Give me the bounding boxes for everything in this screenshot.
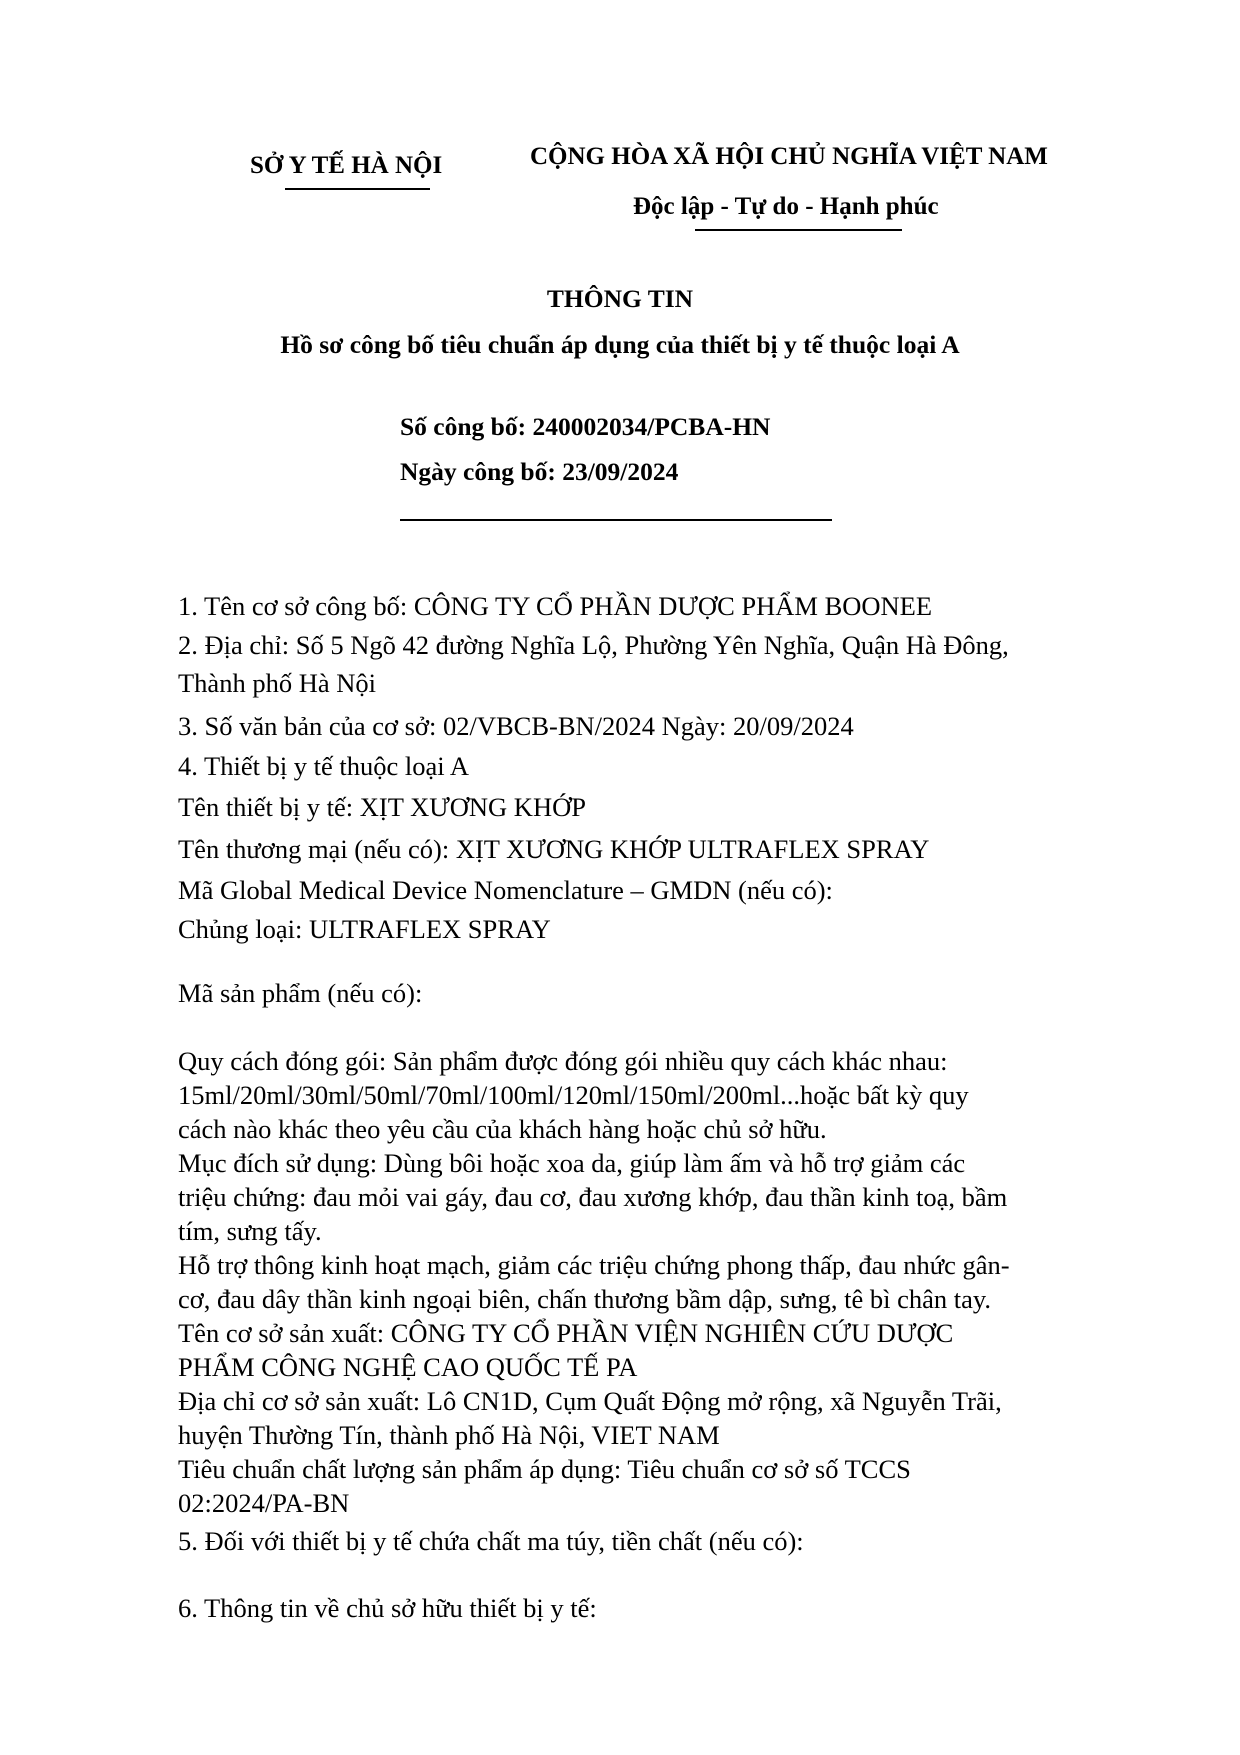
body-line: Tên thương mại (nếu có): XỊT XƯƠNG KHỚP ULTRAFLEX SPRAY (178, 834, 930, 864)
body-line: Tên cơ sở sản xuất: CÔNG TY CỔ PHẦN VIỆN NGHIÊN CỨU DƯỢC (178, 1318, 954, 1348)
body-line: 15ml/20ml/30ml/50ml/70ml/100ml/120ml/150ml/200ml...hoặc bất kỳ quy (178, 1080, 969, 1110)
body-line: 5. Đối với thiết bị y tế chứa chất ma túy, tiền chất (nếu có): (178, 1526, 804, 1556)
body-line: triệu chứng: đau mỏi vai gáy, đau cơ, đau xương khớp, đau thần kinh toạ, bầm (178, 1182, 1008, 1212)
announcement-date: Ngày công bố: 23/09/2024 (400, 457, 679, 486)
announcement-number: Số công bố: 240002034/PCBA-HN (400, 412, 771, 441)
body-line: Mã Global Medical Device Nomenclature – GMDN (nếu có): (178, 875, 833, 905)
section-divider (400, 519, 832, 521)
body-line: PHẨM CÔNG NGHỆ CAO QUỐC TẾ PA (178, 1352, 638, 1382)
body-line: 02:2024/PA-BN (178, 1488, 350, 1518)
body-line: cách nào khác theo yêu cầu của khách hàng hoặc chủ sở hữu. (178, 1114, 827, 1144)
body-line: Mã sản phẩm (nếu có): (178, 978, 423, 1008)
body-line: 3. Số văn bản của cơ sở: 02/VBCB-BN/2024 Ngày: 20/09/2024 (178, 711, 854, 741)
body-line: Tiêu chuẩn chất lượng sản phẩm áp dụng: Tiêu chuẩn cơ sở số TCCS (178, 1454, 911, 1484)
body-line: Thành phố Hà Nội (178, 668, 376, 698)
body-line: Hỗ trợ thông kinh hoạt mạch, giảm các triệu chứng phong thấp, đau nhức gân- (178, 1250, 1010, 1280)
body-line: 2. Địa chỉ: Số 5 Ngõ 42 đường Nghĩa Lộ, Phường Yên Nghĩa, Quận Hà Đông, (178, 630, 1009, 660)
body-line: Tên thiết bị y tế: XỊT XƯƠNG KHỚP (178, 792, 586, 822)
body-line: Địa chỉ cơ sở sản xuất: Lô CN1D, Cụm Quất Động mở rộng, xã Nguyễn Trãi, (178, 1386, 1002, 1416)
document-title: THÔNG TIN (546, 284, 694, 313)
agency-name: SỞ Y TẾ HÀ NỘI (250, 152, 443, 179)
body-line: 4. Thiết bị y tế thuộc loại A (178, 751, 469, 781)
country-name: CỘNG HÒA XÃ HỘI CHỦ NGHĨA VIỆT NAM (530, 143, 1048, 170)
body-line: cơ, đau dây thần kinh ngoại biên, chấn thương bầm dập, sưng, tê bì chân tay. (178, 1284, 992, 1314)
body-line: tím, sưng tấy. (178, 1216, 322, 1246)
body-line: Chủng loại: ULTRAFLEX SPRAY (178, 914, 551, 944)
body-line: 1. Tên cơ sở công bố: CÔNG TY CỔ PHẦN DƯỢC PHẨM BOONEE (178, 591, 933, 621)
national-motto: Độc lập - Tự do - Hạnh phúc (633, 193, 939, 220)
motto-underline (695, 229, 902, 231)
body-line: 6. Thông tin về chủ sở hữu thiết bị y tế: (178, 1593, 597, 1623)
body-line: Mục đích sử dụng: Dùng bôi hoặc xoa da, giúp làm ấm và hỗ trợ giảm các (178, 1148, 966, 1178)
agency-underline (285, 188, 430, 190)
body-line: huyện Thường Tín, thành phố Hà Nội, VIET NAM (178, 1420, 720, 1450)
body-line: Quy cách đóng gói: Sản phẩm được đóng gói nhiều quy cách khác nhau: (178, 1046, 948, 1076)
document-subtitle: Hồ sơ công bố tiêu chuẩn áp dụng của thiết bị y tế thuộc loại A (280, 330, 960, 359)
